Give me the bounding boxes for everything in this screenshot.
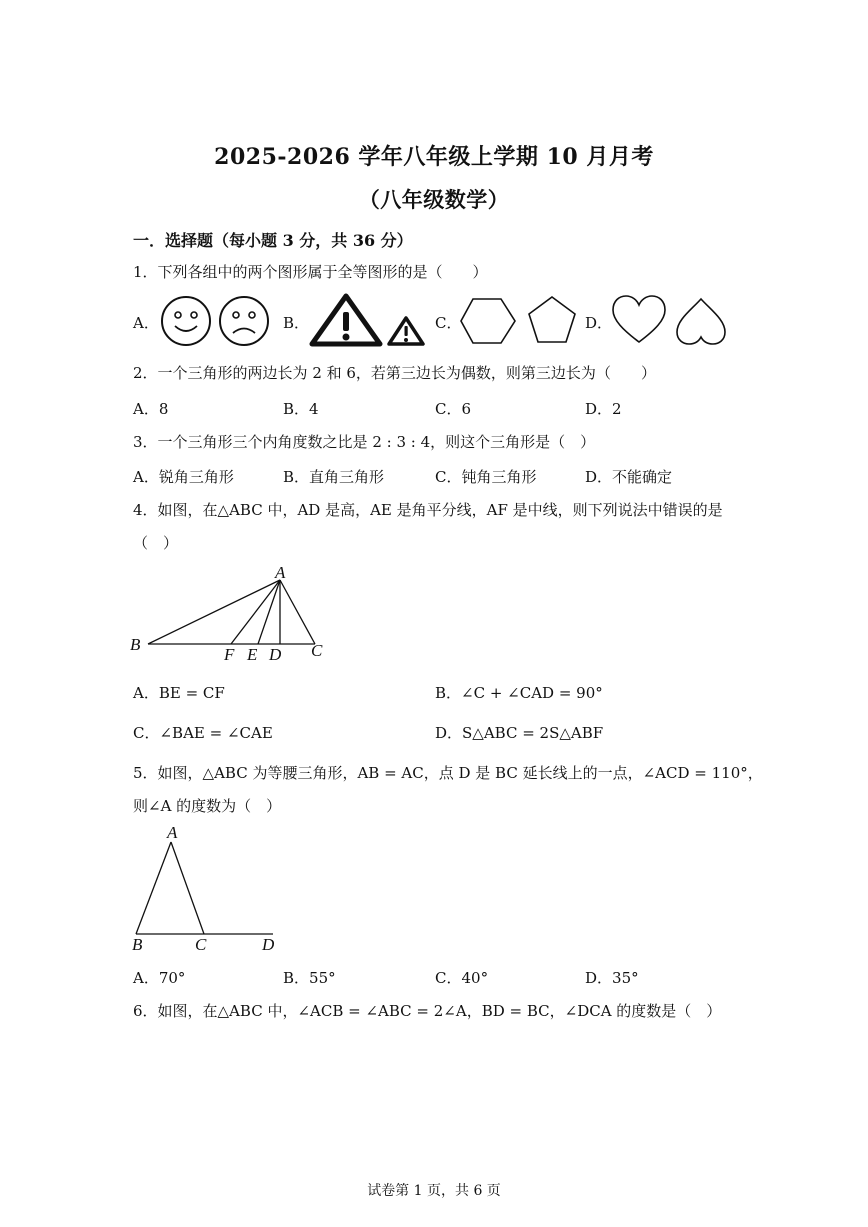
q3-option-c: C．钝角三角形	[435, 468, 537, 486]
q1-option-c-label: C．	[435, 314, 462, 332]
question-4-stem-cont: （ ）	[133, 534, 179, 552]
q4-label-e: E	[247, 645, 258, 662]
exam-subtitle: （八年级数学）	[358, 187, 510, 212]
warning-triangles-icon	[308, 290, 430, 348]
question-6-stem: 6．如图，在△ABC 中，∠ACB = ∠ABC = 2∠A，BD = BC，∠DCA 的度数是（ ）	[133, 1002, 722, 1020]
q1-option-b-label: B．	[283, 314, 310, 332]
q4-triangle-diagram	[125, 566, 335, 662]
question-2-stem: 2．一个三角形的两边长为 2 和 6，若第三边长为偶数，则第三边长为（ ）	[133, 364, 656, 382]
q2-option-b: B．4	[283, 400, 319, 418]
q5-label-c: C	[195, 935, 207, 954]
q5-triangle-diagram	[125, 822, 285, 954]
q3-option-d: D．不能确定	[585, 468, 673, 486]
question-5-stem: 5．如图，△ABC 为等腰三角形，AB = AC，点 D 是 BC 延长线上的一点，∠ACD = 110°，	[133, 764, 763, 782]
smiley-faces-icon	[157, 292, 275, 350]
section-heading: 一．选择题（每小题 3 分，共 36 分）	[133, 231, 413, 250]
q5-option-d: D．35°	[585, 969, 639, 987]
question-3-stem: 3．一个三角形三个内角度数之比是 2 : 3 : 4，则这个三角形是（ ）	[133, 433, 596, 451]
q4-label-b: B	[130, 635, 141, 654]
q4-label-f: F	[224, 645, 235, 662]
q5-label-a: A	[167, 823, 178, 842]
q4-label-a: A	[275, 566, 286, 582]
hearts-icon	[611, 294, 731, 348]
q1-option-d-label: D．	[585, 314, 613, 332]
exam-title: 2025-2026 学年八年级上学期 10 月月考	[214, 144, 654, 170]
q5-option-a: A．70°	[133, 969, 186, 987]
q4-option-b: B．∠C + ∠CAD = 90°	[435, 684, 603, 702]
q5-option-c: C．40°	[435, 969, 489, 987]
q5-label-b: B	[132, 935, 143, 954]
q5-option-b: B．55°	[283, 969, 336, 987]
q3-option-a: A．锐角三角形	[133, 468, 234, 486]
question-1-stem: 1．下列各组中的两个图形属于全等图形的是（ ）	[133, 263, 488, 281]
question-5-stem-cont: 则∠A 的度数为（ ）	[133, 797, 282, 815]
q4-option-c: C．∠BAE = ∠CAE	[133, 724, 273, 742]
q1-option-a-label: A．	[133, 314, 159, 332]
q2-option-c: C．6	[435, 400, 472, 418]
q4-label-c: C	[311, 641, 323, 660]
q5-label-d: D	[262, 935, 275, 954]
question-4-stem: 4．如图，在△ABC 中，AD 是高，AE 是角平分线，AF 是中线，则下列说法中错误的是	[133, 501, 723, 519]
page-footer: 试卷第 1 页，共 6 页	[367, 1183, 501, 1199]
q2-option-a: A．8	[133, 400, 169, 418]
q3-option-b: B．直角三角形	[283, 468, 385, 486]
hexagon-pentagon-icon	[460, 294, 578, 348]
q2-option-d: D．2	[585, 400, 622, 418]
q4-option-d: D．S△ABC = 2S△ABF	[435, 724, 604, 742]
q4-label-d: D	[269, 645, 282, 662]
q4-option-a: A．BE = CF	[133, 684, 225, 702]
